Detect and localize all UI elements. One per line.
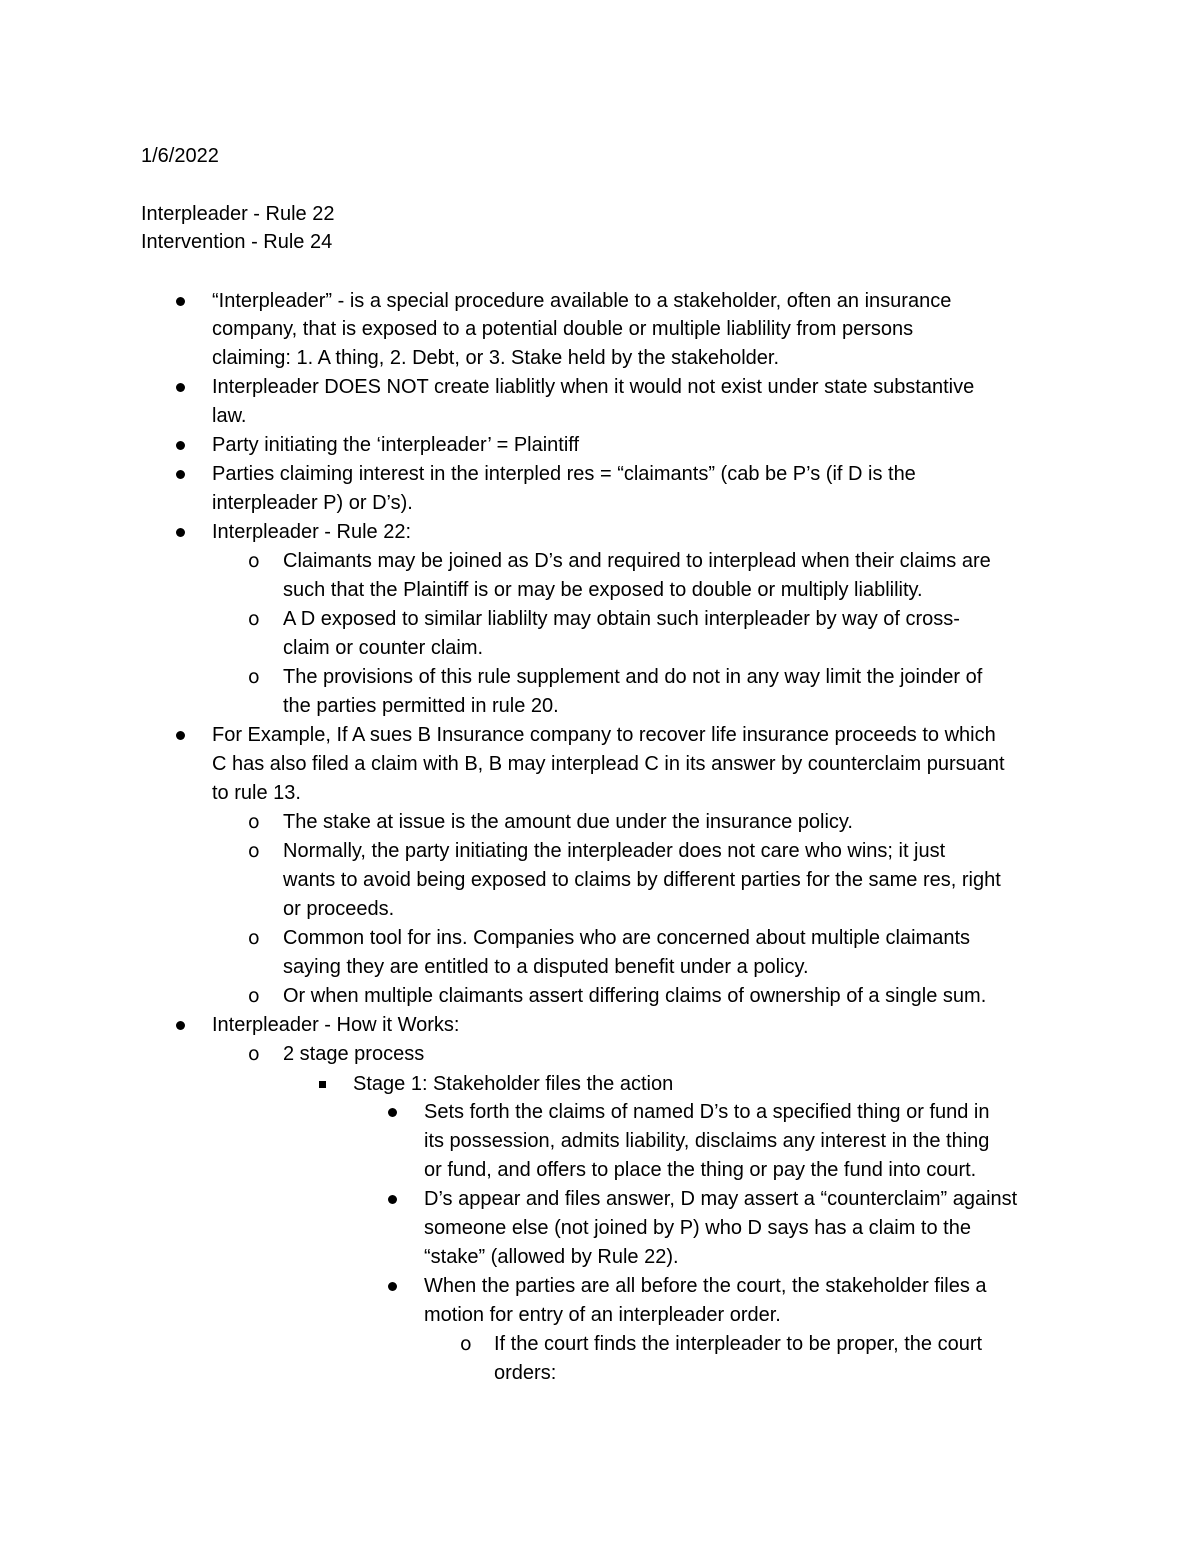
list-item-text: 2 stage process bbox=[283, 1043, 425, 1065]
bullet-circle: o bbox=[248, 985, 260, 1007]
list-item-text: Party initiating the ‘interpleader’ = Plaintiff bbox=[212, 434, 580, 456]
list-item-text: Interpleader DOES NOT create liablitly when it would not exist under state substantive bbox=[212, 376, 975, 398]
list-item-text: interpleader P) or D’s). bbox=[212, 492, 413, 514]
list-item-text: the parties permitted in rule 20. bbox=[283, 695, 559, 717]
heading-interpleader: Interpleader - Rule 22 bbox=[141, 203, 335, 225]
list-item-text: motion for entry of an interpleader order. bbox=[424, 1304, 781, 1326]
list-item-text: or fund, and offers to place the thing or pay the fund into court. bbox=[424, 1159, 977, 1181]
bullet-disc bbox=[176, 383, 185, 392]
list-item-text: “stake” (allowed by Rule 22). bbox=[424, 1246, 679, 1268]
list-item-text: Sets forth the claims of named D’s to a specified thing or fund in bbox=[424, 1101, 990, 1123]
list-item-text: Parties claiming interest in the interpled res = “claimants” (cab be P’s (if D is the bbox=[212, 463, 916, 485]
list-item-text: Or when multiple claimants assert differing claims of ownership of a single sum. bbox=[283, 985, 987, 1007]
list-item-text: When the parties are all before the court, the stakeholder files a bbox=[424, 1275, 987, 1297]
list-item-text: claim or counter claim. bbox=[283, 637, 484, 659]
list-item-text: claiming: 1. A thing, 2. Debt, or 3. Stake held by the stakeholder. bbox=[212, 347, 780, 369]
heading-intervention: Intervention - Rule 24 bbox=[141, 231, 333, 253]
bullet-disc bbox=[176, 470, 185, 479]
bullet-disc bbox=[176, 441, 185, 450]
bullet-disc bbox=[176, 528, 185, 537]
list-item-text: The provisions of this rule supplement and do not in any way limit the joinder of bbox=[283, 666, 983, 688]
bullet-disc bbox=[176, 297, 185, 306]
list-item-text: The stake at issue is the amount due under the insurance policy. bbox=[283, 811, 853, 833]
list-item-text: C has also filed a claim with B, B may interplead C in its answer by counterclaim pursuant bbox=[212, 753, 1005, 775]
bullet-circle: o bbox=[248, 1043, 260, 1065]
bullet-circle: o bbox=[460, 1333, 472, 1355]
bullet-circle: o bbox=[248, 550, 260, 572]
list-item-text: Claimants may be joined as D’s and required to interplead when their claims are bbox=[283, 550, 991, 572]
list-item-text: “Interpleader” - is a special procedure available to a stakeholder, often an insurance bbox=[212, 290, 952, 312]
document-date: 1/6/2022 bbox=[141, 145, 219, 167]
list-item-text: A D exposed to similar liablilty may obtain such interpleader by way of cross- bbox=[283, 608, 960, 630]
bullet-disc bbox=[388, 1282, 397, 1291]
list-item-text: Interpleader - How it Works: bbox=[212, 1014, 460, 1036]
bullet-circle: o bbox=[248, 840, 260, 862]
list-item-text: such that the Plaintiff is or may be exposed to double or multiply liablility. bbox=[283, 579, 923, 601]
bullet-circle: o bbox=[248, 811, 260, 833]
bullet-circle: o bbox=[248, 608, 260, 630]
list-item-text: its possession, admits liability, disclaims any interest in the thing bbox=[424, 1130, 990, 1152]
bullet-disc bbox=[388, 1108, 397, 1117]
list-item-text: law. bbox=[212, 405, 247, 427]
bullet-circle: o bbox=[248, 666, 260, 688]
list-item-text: If the court finds the interpleader to be proper, the court bbox=[494, 1333, 983, 1355]
list-item-text: to rule 13. bbox=[212, 782, 301, 804]
list-item-text: saying they are entitled to a disputed benefit under a policy. bbox=[283, 956, 809, 978]
list-item-text: orders: bbox=[494, 1362, 557, 1384]
bullet-disc bbox=[176, 1021, 185, 1030]
list-item-text: D’s appear and files answer, D may assert a “counterclaim” against bbox=[424, 1188, 1018, 1210]
bullet-disc bbox=[176, 731, 185, 740]
bullet-square bbox=[319, 1081, 326, 1088]
list-item-text: or proceeds. bbox=[283, 898, 395, 920]
list-item-text: company, that is exposed to a potential double or multiple liablility from persons bbox=[212, 318, 914, 340]
list-item-text: Interpleader - Rule 22: bbox=[212, 521, 412, 543]
list-item-text: Common tool for ins. Companies who are concerned about multiple claimants bbox=[283, 927, 971, 949]
list-item-text: someone else (not joined by P) who D says has a claim to the bbox=[424, 1217, 971, 1239]
list-item-text: wants to avoid being exposed to claims by different parties for the same res, right bbox=[283, 869, 1001, 891]
list-item-text: Normally, the party initiating the interpleader does not care who wins; it just bbox=[283, 840, 946, 862]
bullet-circle: o bbox=[248, 927, 260, 949]
bullet-disc bbox=[388, 1195, 397, 1204]
list-item-text: Stage 1: Stakeholder files the action bbox=[353, 1073, 674, 1095]
list-item-text: For Example, If A sues B Insurance company to recover life insurance proceeds to which bbox=[212, 724, 996, 746]
